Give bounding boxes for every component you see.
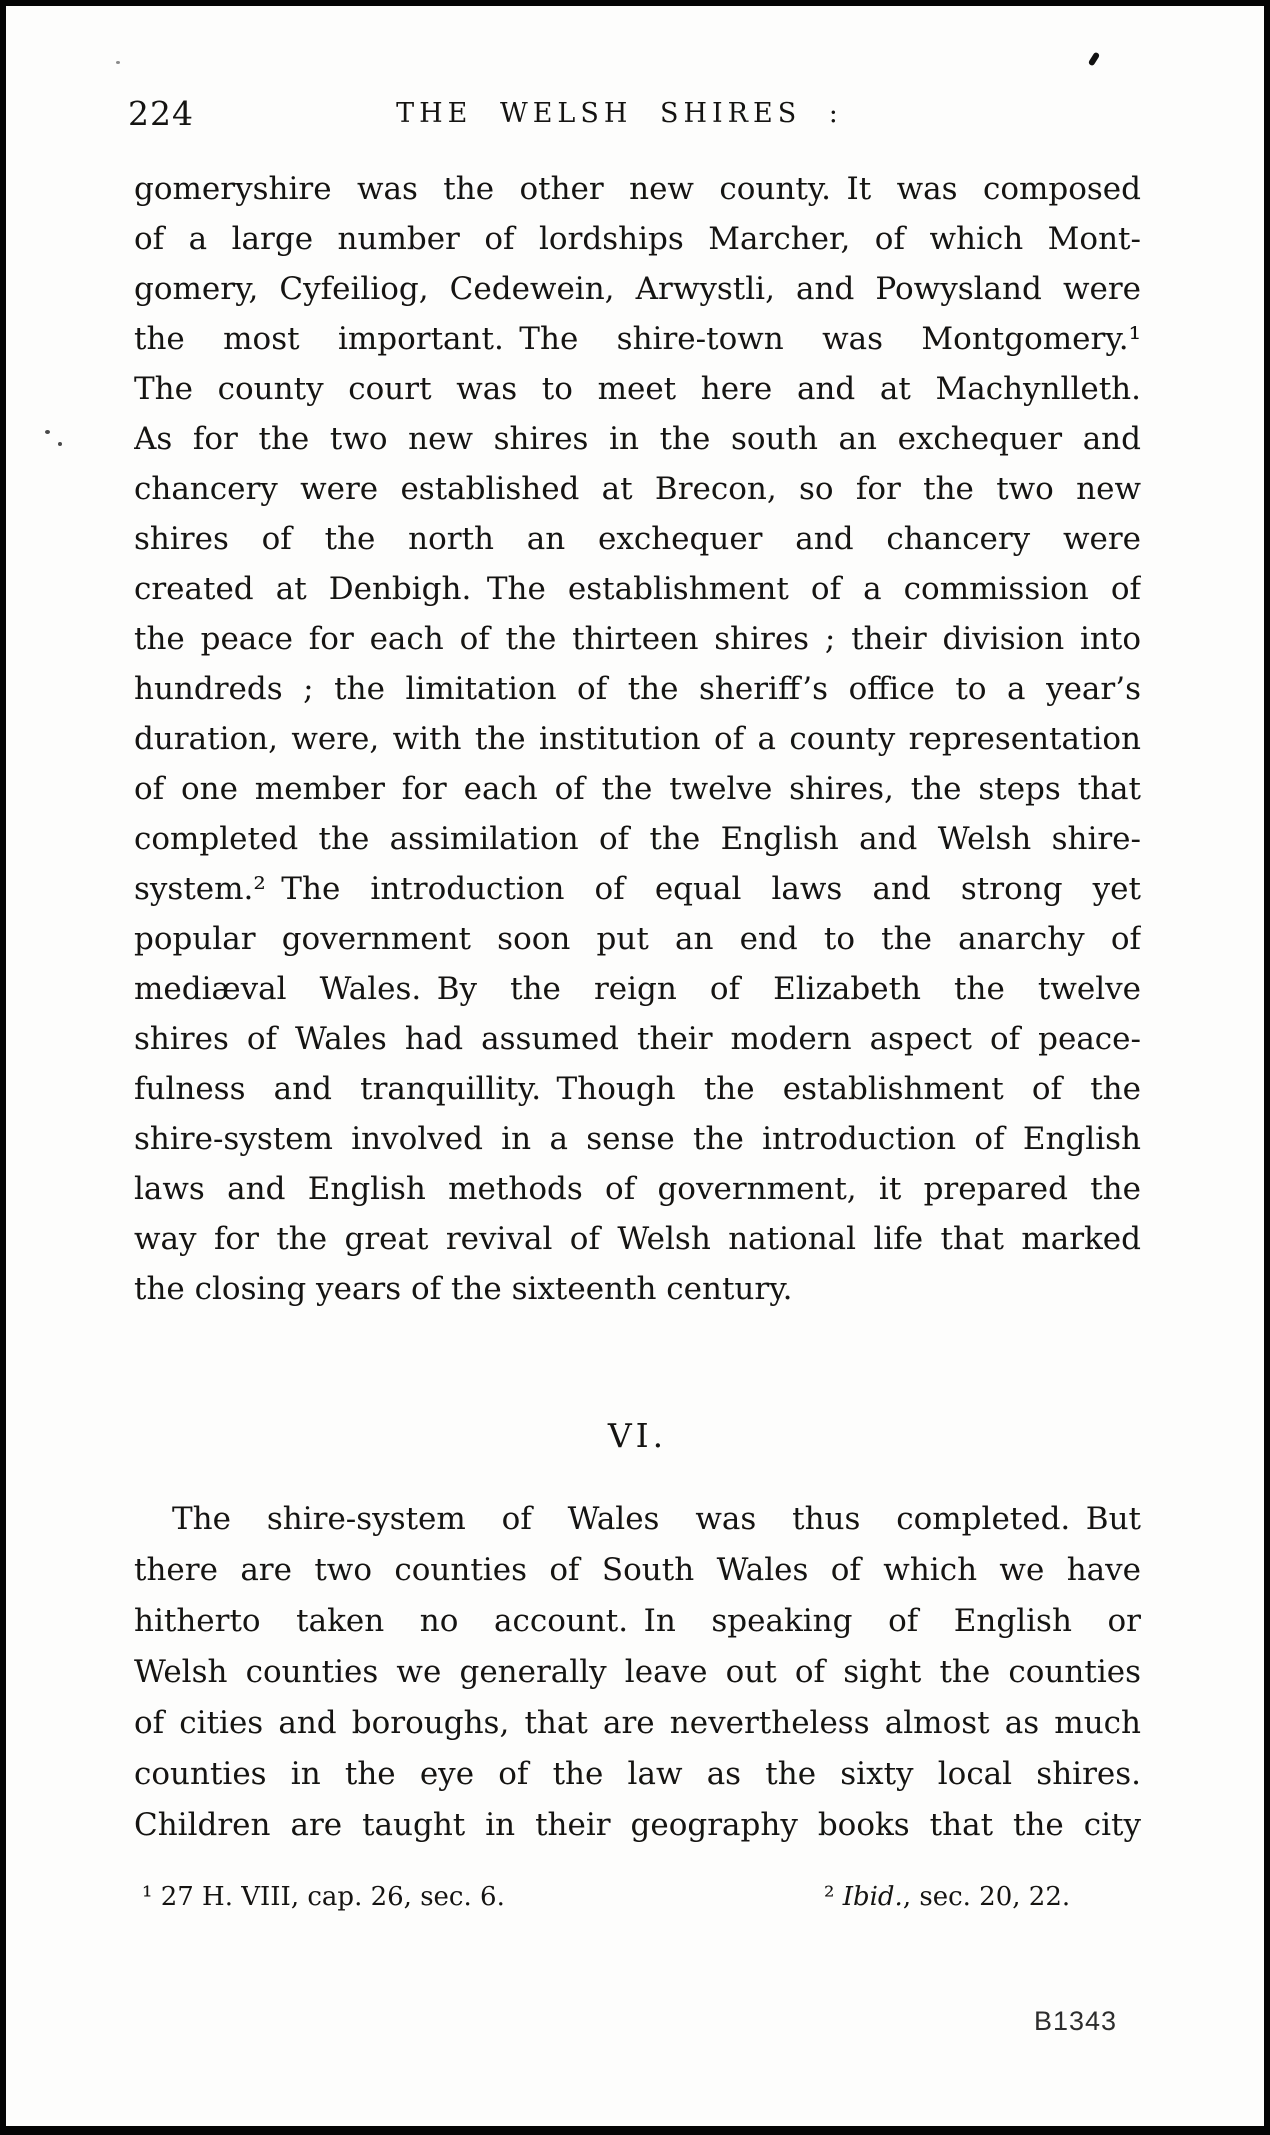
text-line: Welsh counties we generally leave out of sight the counties [134,1654,1141,1690]
text-line: fulness and tranquillity. Though the establishment of the [134,1071,1141,1107]
text-line: shires of Wales had assumed their modern aspect of peace- [134,1021,1141,1057]
text-line: shire-system involved in a sense the introduction of English [134,1121,1141,1157]
text-line: gomery, Cyfeiliog, Cedewein, Arwystli, and Powysland were [134,271,1141,307]
scan-speck [58,442,62,446]
text-line: counties in the eye of the law as the sixty local shires. [134,1756,1141,1792]
section-heading: VI. [607,1416,668,1455]
text-line: there are two counties of South Wales of which we have [134,1552,1141,1588]
running-title: THE WELSH SHIRES : [396,98,843,129]
footnote-2 [824,1872,1070,1922]
text-line: The shire-system of Wales was thus completed. But [172,1501,1141,1537]
text-line: of cities and boroughs, that are nevertheless almost as much [134,1705,1141,1741]
text-line: of a large number of lordships Marcher, of which Mont- [134,221,1141,257]
text-line: The county court was to meet here and at Machynlleth. [134,371,1141,407]
text-line: hitherto taken no account. In speaking of English or [134,1603,1141,1639]
text-line: popular government soon put an end to the anarchy of [134,921,1141,957]
paragraph-2 [134,1494,1141,1851]
footnote-2-rest: , sec. 20, 22. [902,1882,1071,1912]
text-line: system.² The introduction of equal laws and strong yet [134,871,1141,907]
text-line: of one member for each of the twelve shires, the steps that [134,771,1141,807]
catalog-label: B1343 [1034,2006,1118,2036]
text-line: the closing years of the sixteenth century. [134,1271,793,1307]
text-line: chancery were established at Brecon, so for the two new [134,471,1141,507]
text-line: the peace for each of the thirteen shires ; their division into [134,621,1141,657]
footnotes [134,1872,1141,1922]
text-line: laws and English methods of government, it prepared the [134,1171,1141,1207]
text-line: the most important. The shire-town was Montgomery.¹ [134,321,1141,357]
text-line: hundreds ; the limitation of the sheriff’s office to a year’s [134,671,1141,707]
scan-speck [45,430,50,434]
scan-speck [116,61,120,64]
text-line: gomeryshire was the other new county. It was composed [134,171,1141,207]
text-line: shires of the north an exchequer and chancery were [134,521,1141,557]
text-line: duration, were, with the institution of a county representation [134,721,1141,757]
paragraph-1 [134,164,1141,1314]
page-number: 224 [128,94,194,133]
footnote-1: ¹ 27 H. VIII, cap. 26, sec. 6. [142,1882,505,1912]
footnote-2-ibid: Ibid. [842,1882,903,1912]
text-line: mediæval Wales. By the reign of Elizabeth the twelve [134,971,1141,1007]
text-line: As for the two new shires in the south an exchequer and [134,421,1141,457]
text-line: Children are taught in their geography books that the city [134,1807,1141,1843]
text-line: way for the great revival of Welsh national life that marked [134,1221,1141,1257]
text-line: created at Denbigh. The establishment of a commission of [134,571,1141,607]
footnote-2-marker: ² [824,1882,843,1912]
text-line: completed the assimilation of the English and Welsh shire- [134,821,1141,857]
running-header [128,94,1141,138]
scan-artifact-mark [1088,51,1101,66]
